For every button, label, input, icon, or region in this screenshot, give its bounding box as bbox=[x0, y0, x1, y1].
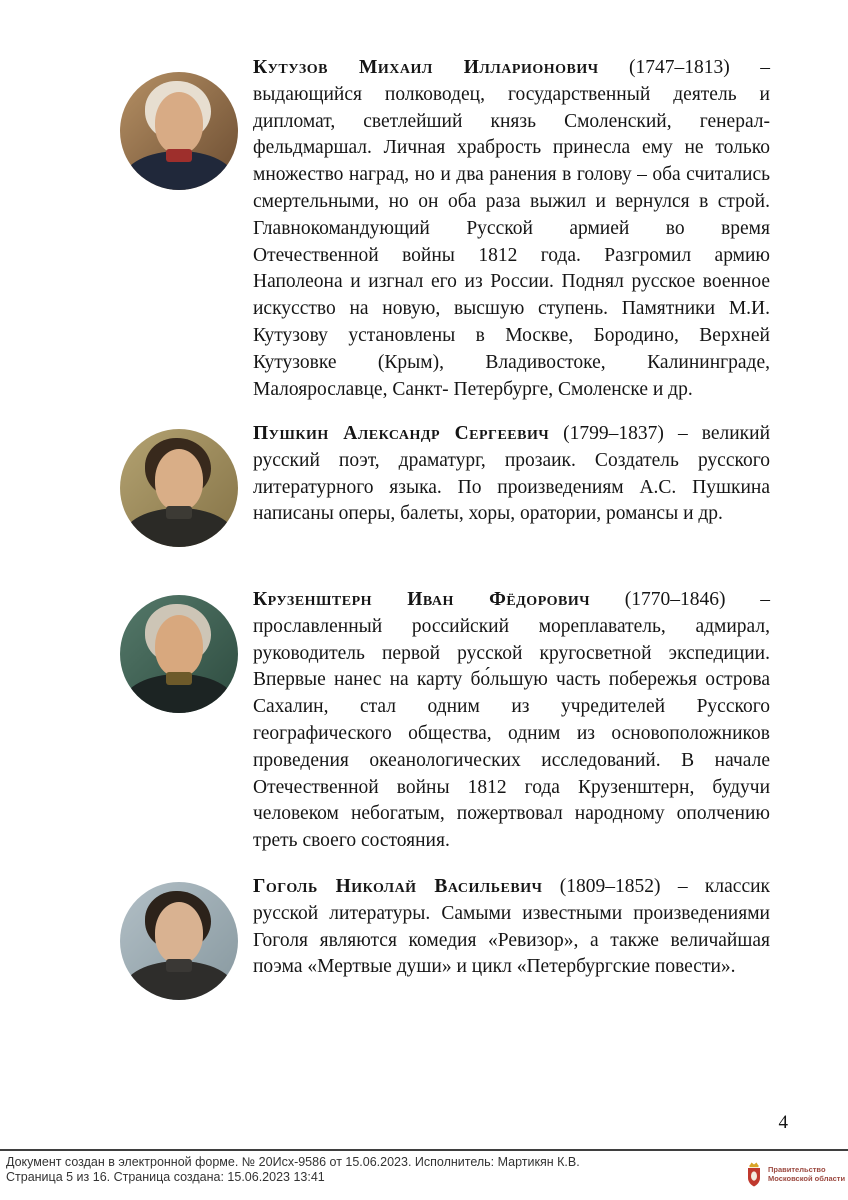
moscow-region-coat-of-arms-icon bbox=[746, 1161, 762, 1187]
page-number: 4 bbox=[778, 1112, 788, 1133]
portrait-collar bbox=[166, 959, 192, 972]
person-dates: (1770–1846) bbox=[624, 589, 726, 610]
portrait-pushkin-image bbox=[120, 429, 238, 547]
footer-stamp-line1: Документ создан в электронной форме. № 20Исх-9586 от 15.06.2023. Исполнитель: Мартикян К.В. bbox=[6, 1155, 580, 1169]
person-dates: (1799–1837) bbox=[563, 423, 664, 444]
government-logo-caption bbox=[768, 1165, 845, 1183]
footer-stamp bbox=[6, 1155, 626, 1184]
person-name: Кутузов Михаил Илларионович bbox=[253, 57, 599, 78]
footer-divider bbox=[0, 1149, 848, 1151]
portrait-collar bbox=[166, 506, 192, 519]
bio-paragraph-gogol bbox=[253, 874, 770, 981]
portrait-face bbox=[155, 92, 203, 154]
bio-body-text: – прославленный российский мореплаватель, адмирал, руководитель первой русской кругосветной экспедиции. Впервые нанес на карту бо́льшую часть побережья острова Сахалин, стал одним из учредителей Русского географического общества, одним из основоположников проведения океанологических исследований. В начале Отечественной войны 1812 года Крузенштерн, будучи человеком небогатым, пожертвовал народному ополчению треть своего состояния. bbox=[253, 589, 771, 852]
bio-paragraph-kruzenshtern bbox=[253, 587, 770, 855]
person-name: Крузенштерн Иван Фёдорович bbox=[253, 589, 591, 610]
logo-caption-line2: Московской области bbox=[768, 1174, 846, 1183]
bio-body-text: – великий русский поэт, драматург, прозаик. Создатель русского литературного языка. По произведениям А.С. Пушкина написаны оперы, балеты, хоры, оратории, романсы и др. bbox=[253, 423, 771, 525]
portrait-collar bbox=[166, 672, 192, 685]
bio-paragraph-kutuzov bbox=[253, 55, 770, 403]
person-name: Пушкин Александр Сергеевич bbox=[253, 423, 550, 444]
person-name: Гоголь Николай Васильевич bbox=[253, 876, 543, 897]
portrait-kutuzov-image bbox=[120, 72, 238, 190]
portrait-collar bbox=[166, 149, 192, 162]
portrait-gogol-image bbox=[120, 882, 238, 1000]
bio-body-text: – выдающийся полководец, государственный деятель и дипломат, светлейший князь Смоленский, генерал-фельдмаршал. Личная храбрость принесла ему не только множество наград, но и два ранения в голову – оба считались смертельными, но он оба раза выжил и вернулся в строй. Главнокомандующий Русской армией во время Отечественной войны 1812 года. Разгромил армию Наполеона и изгнал его из России. Поднял русское военное искусство на новую, высшую ступень. Памятники М.И. Кутузову установлены в Москве, Бородино, Верхней Кутузовке (Крым), Владивостоке, Калининграде, Малоярославце, Санкт- Петербурге, Смоленске и др. bbox=[253, 57, 770, 400]
bio-body-text: – классик русской литературы. Самыми известными произведениями Гоголя являются комедия «Ревизор», а также величайшая поэма «Мертвые души» и цикл «Петербургские повести». bbox=[253, 876, 771, 978]
person-dates: (1747–1813) bbox=[629, 57, 730, 78]
bio-paragraph-pushkin bbox=[253, 421, 770, 528]
portrait-face bbox=[155, 615, 203, 677]
portrait-face bbox=[155, 902, 203, 964]
government-logo bbox=[746, 1161, 845, 1187]
person-dates: (1809–1852) bbox=[559, 876, 661, 897]
footer-stamp-line2: Страница 5 из 16. Страница создана: 15.06.2023 13:41 bbox=[6, 1169, 325, 1184]
logo-caption-line1: Правительство bbox=[768, 1165, 826, 1174]
portrait-face bbox=[155, 449, 203, 511]
portrait-kruzenshtern-image bbox=[120, 595, 238, 713]
